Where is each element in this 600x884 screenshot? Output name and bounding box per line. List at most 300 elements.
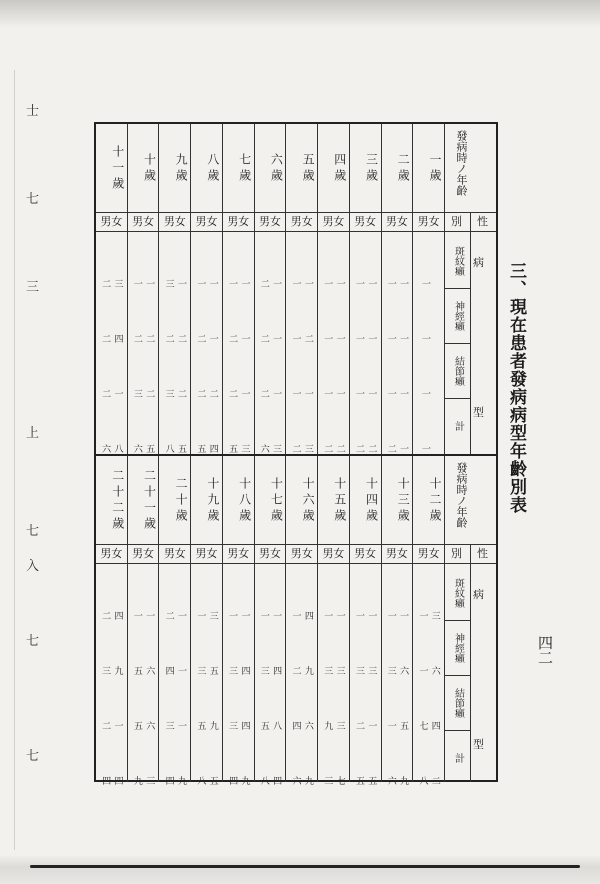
count-cell — [159, 344, 190, 398]
male-count: 三 — [353, 666, 364, 675]
count-cell — [382, 731, 413, 785]
age-column — [413, 456, 445, 785]
header-sex-char: 別 — [451, 547, 462, 560]
type-heading-char: 型 — [473, 406, 484, 419]
type-label: 神經癩 — [452, 633, 464, 663]
age-label: 八歲 — [205, 153, 220, 185]
count-cell — [413, 621, 444, 675]
female-count: 二 — [175, 334, 186, 343]
male-count: 九 — [322, 721, 333, 730]
age-label: 十三歲 — [396, 477, 411, 525]
type-label: 計 — [452, 421, 464, 431]
male-count: 一 — [419, 334, 430, 343]
male-count: 二 — [227, 334, 238, 343]
count-cell — [382, 399, 413, 453]
female-count: 四 — [207, 444, 218, 453]
age-label: 十四歲 — [364, 477, 379, 525]
sex-label: 男女 — [318, 212, 349, 232]
male-count: 七 — [417, 721, 428, 730]
female-count: 一 — [334, 279, 345, 288]
female-count: 八 — [112, 444, 123, 453]
age-column — [318, 124, 350, 454]
male-count: 六 — [100, 444, 111, 453]
male-count: 一 — [385, 334, 396, 343]
male-count: 一 — [417, 666, 428, 675]
female-count: 三 — [271, 444, 282, 453]
binding-rule — [14, 70, 15, 850]
count-cell — [350, 234, 381, 288]
count-cell — [413, 731, 444, 785]
count-cell — [96, 621, 127, 675]
female-count: 四 — [271, 666, 282, 675]
male-count: 一 — [322, 389, 333, 398]
margin-mark: 七 — [26, 749, 40, 764]
male-count: 八 — [258, 776, 269, 785]
count-cell — [191, 344, 222, 398]
margin-mark: 入 — [26, 559, 40, 574]
female-count: 四 — [271, 776, 282, 785]
female-count: 一 — [302, 279, 313, 288]
female-count: 一 — [398, 611, 409, 620]
count-cell — [223, 731, 254, 785]
count-cell — [413, 289, 444, 343]
female-count: 四 — [112, 776, 123, 785]
male-count: 四 — [227, 776, 238, 785]
count-cell — [128, 731, 159, 785]
male-count: 六 — [385, 776, 396, 785]
female-count: 一 — [302, 389, 313, 398]
male-count: 二 — [227, 389, 238, 398]
male-count: 二 — [195, 334, 206, 343]
female-count: 一 — [366, 611, 377, 620]
male-count: 一 — [258, 611, 269, 620]
sex-label: 男女 — [159, 212, 190, 232]
count-cell — [128, 234, 159, 288]
count-cell — [159, 676, 190, 730]
sex-label: 男女 — [96, 212, 127, 232]
count-cell — [318, 289, 349, 343]
age-label: 十二歲 — [427, 477, 442, 525]
male-count: 一 — [385, 389, 396, 398]
age-label: 九歲 — [174, 153, 189, 185]
female-count: 九 — [302, 776, 313, 785]
female-count: 二 — [429, 776, 440, 785]
male-count: 四 — [290, 721, 301, 730]
female-count: 一 — [175, 279, 186, 288]
sex-label: 男女 — [382, 212, 413, 232]
count-cell — [255, 621, 286, 675]
count-cell — [191, 621, 222, 675]
count-cell — [318, 621, 349, 675]
count-cell — [96, 399, 127, 453]
age-label: 一歲 — [427, 153, 442, 185]
male-count: 八 — [163, 444, 174, 453]
count-cell — [286, 566, 317, 620]
female-count: 一 — [271, 389, 282, 398]
count-cell — [255, 566, 286, 620]
header-column — [445, 124, 496, 454]
count-cell — [255, 289, 286, 343]
female-count: 六 — [398, 666, 409, 675]
count-cell — [255, 399, 286, 453]
female-count: 四 — [302, 611, 313, 620]
age-label: 二十一歲 — [142, 469, 157, 533]
female-count: 一 — [112, 389, 123, 398]
male-count: 二 — [385, 444, 396, 453]
count-cell — [128, 676, 159, 730]
count-cell — [318, 676, 349, 730]
count-cell — [191, 289, 222, 343]
female-count: 一 — [175, 611, 186, 620]
count-cell — [382, 676, 413, 730]
age-column — [96, 124, 128, 454]
male-count: 一 — [385, 721, 396, 730]
male-count: 二 — [100, 334, 111, 343]
count-cell — [350, 399, 381, 453]
count-cell — [128, 289, 159, 343]
female-count: 九 — [175, 776, 186, 785]
male-count: 六 — [131, 444, 142, 453]
male-count: 一 — [417, 611, 428, 620]
count-cell — [159, 621, 190, 675]
age-column — [223, 456, 255, 785]
count-cell — [413, 234, 444, 288]
count-cell — [413, 566, 444, 620]
header-sex-char: 別 — [451, 215, 462, 228]
male-count: 一 — [131, 611, 142, 620]
age-column — [223, 124, 255, 454]
female-count: 一 — [398, 444, 409, 453]
age-column — [128, 456, 160, 785]
count-cell — [255, 234, 286, 288]
female-count: 二 — [207, 389, 218, 398]
age-column — [191, 456, 223, 785]
count-cell — [223, 399, 254, 453]
count-cell — [286, 234, 317, 288]
male-count: 二 — [131, 334, 142, 343]
female-count: 一 — [271, 279, 282, 288]
margin-mark: 三 — [26, 280, 40, 295]
count-cell — [318, 234, 349, 288]
female-count: 三 — [302, 444, 313, 453]
count-cell — [255, 344, 286, 398]
sex-label: 男女 — [255, 544, 286, 564]
male-count: 一 — [419, 389, 430, 398]
male-count: 一 — [290, 279, 301, 288]
type-divider — [445, 730, 470, 731]
sex-label: 男女 — [223, 212, 254, 232]
male-count: 三 — [258, 666, 269, 675]
female-count: 九 — [207, 721, 218, 730]
header-age-label: 發病時ノ年齡 — [455, 462, 468, 528]
type-divider — [445, 343, 470, 344]
count-cell — [413, 676, 444, 730]
margin-marks — [26, 100, 50, 764]
age-column — [191, 124, 223, 454]
type-divider — [445, 675, 470, 676]
male-count: 一 — [322, 334, 333, 343]
female-count: 二 — [175, 389, 186, 398]
sex-label: 男女 — [286, 212, 317, 232]
female-count: 一 — [239, 279, 250, 288]
male-count: 三 — [163, 721, 174, 730]
female-count: 一 — [271, 334, 282, 343]
female-count: 一 — [334, 334, 345, 343]
female-count: 一 — [207, 279, 218, 288]
female-count: 一 — [239, 334, 250, 343]
female-count: 一 — [144, 611, 155, 620]
count-cell — [318, 399, 349, 453]
count-cell — [286, 399, 317, 453]
count-cell — [128, 344, 159, 398]
male-count: 一 — [419, 444, 430, 453]
female-count: 六 — [302, 721, 313, 730]
male-count: 三 — [322, 666, 333, 675]
male-count: 四 — [163, 776, 174, 785]
count-cell — [128, 566, 159, 620]
female-count: 四 — [112, 611, 123, 620]
count-cell — [191, 676, 222, 730]
count-cell — [191, 234, 222, 288]
sex-label: 男女 — [191, 212, 222, 232]
age-column — [128, 124, 160, 454]
page-number: 四二 — [536, 635, 554, 665]
age-column — [382, 124, 414, 454]
male-count: 三 — [227, 721, 238, 730]
sex-label: 男女 — [159, 544, 190, 564]
count-cell — [413, 399, 444, 453]
female-count: 三 — [334, 721, 345, 730]
female-count: 四 — [112, 334, 123, 343]
sex-label: 男女 — [96, 544, 127, 564]
female-count: 五 — [144, 444, 155, 453]
female-count: 七 — [334, 776, 345, 785]
age-column — [255, 456, 287, 785]
male-count: 三 — [195, 666, 206, 675]
female-count: 三 — [366, 666, 377, 675]
count-cell — [382, 289, 413, 343]
female-count: 六 — [144, 666, 155, 675]
age-label: 十九歲 — [205, 477, 220, 525]
male-count: 一 — [353, 611, 364, 620]
count-cell — [255, 731, 286, 785]
age-type-table — [94, 122, 498, 785]
age-label: 二十二歲 — [110, 469, 125, 533]
male-count: 五 — [195, 444, 206, 453]
type-heading-char: 型 — [473, 738, 484, 751]
female-count: 一 — [366, 279, 377, 288]
male-count: 五 — [353, 776, 364, 785]
male-count: 二 — [100, 721, 111, 730]
count-cell — [350, 731, 381, 785]
sex-label: 男女 — [350, 212, 381, 232]
female-count: 一 — [366, 389, 377, 398]
sex-label: 男女 — [382, 544, 413, 564]
age-column — [382, 456, 414, 785]
male-count: 四 — [163, 666, 174, 675]
female-count: 二 — [144, 389, 155, 398]
count-cell — [128, 399, 159, 453]
female-count: 一 — [398, 334, 409, 343]
male-count: 二 — [163, 611, 174, 620]
age-label: 十六歲 — [301, 477, 316, 525]
margin-mark: 上 — [26, 426, 40, 441]
female-count: 四 — [239, 666, 250, 675]
female-count: 六 — [429, 666, 440, 675]
female-count: 一 — [398, 279, 409, 288]
header-sex-char: 性 — [477, 215, 488, 228]
count-cell — [286, 344, 317, 398]
female-count: 一 — [207, 334, 218, 343]
male-count: 二 — [258, 389, 269, 398]
age-label: 十歲 — [142, 153, 157, 185]
male-count: 一 — [131, 279, 142, 288]
page-title: 三、現在患者發病病型年齡別表 — [506, 262, 526, 514]
header-age-label: 發病時ノ年齡 — [455, 130, 468, 196]
count-cell — [191, 731, 222, 785]
male-count: 五 — [227, 444, 238, 453]
sex-label: 男女 — [128, 212, 159, 232]
female-count: 一 — [144, 279, 155, 288]
count-cell — [382, 566, 413, 620]
male-count: 三 — [163, 389, 174, 398]
count-cell — [96, 234, 127, 288]
age-column — [286, 124, 318, 454]
count-cell — [128, 621, 159, 675]
header-sex-char: 性 — [477, 547, 488, 560]
count-cell — [159, 566, 190, 620]
type-divider — [445, 620, 470, 621]
sex-label: 男女 — [286, 544, 317, 564]
female-count: 一 — [271, 611, 282, 620]
male-count: 二 — [100, 279, 111, 288]
male-count: 五 — [258, 721, 269, 730]
age-column — [350, 124, 382, 454]
male-count: 一 — [322, 279, 333, 288]
age-label: 十七歲 — [269, 477, 284, 525]
age-label: 二十歲 — [174, 477, 189, 525]
male-count: 二 — [100, 611, 111, 620]
count-cell — [159, 731, 190, 785]
scan-shadow-bottom — [0, 855, 600, 884]
female-count: 一 — [366, 721, 377, 730]
type-label: 斑紋癩 — [452, 578, 464, 608]
male-count: 一 — [353, 279, 364, 288]
type-heading-char: 病 — [473, 256, 484, 269]
count-cell — [413, 344, 444, 398]
age-label: 十一歲 — [110, 145, 125, 193]
female-count: 一 — [334, 389, 345, 398]
female-count: 三 — [207, 611, 218, 620]
male-count: 一 — [419, 279, 430, 288]
sex-label: 男女 — [255, 212, 286, 232]
count-cell — [96, 289, 127, 343]
count-cell — [223, 344, 254, 398]
count-cell — [286, 289, 317, 343]
age-column — [159, 456, 191, 785]
age-label: 十五歲 — [332, 477, 347, 525]
sex-label: 男女 — [191, 544, 222, 564]
sex-label: 男女 — [318, 544, 349, 564]
male-count: 三 — [131, 389, 142, 398]
male-count: 一 — [385, 611, 396, 620]
count-cell — [382, 344, 413, 398]
count-cell — [382, 234, 413, 288]
count-cell — [223, 621, 254, 675]
count-cell — [159, 234, 190, 288]
male-count: 五 — [195, 721, 206, 730]
count-cell — [286, 731, 317, 785]
male-count: 八 — [195, 776, 206, 785]
margin-mark: 七 — [26, 634, 40, 649]
margin-mark: 士 — [26, 104, 40, 119]
male-count: 八 — [417, 776, 428, 785]
female-count: 六 — [144, 721, 155, 730]
count-cell — [382, 621, 413, 675]
male-count: 一 — [353, 334, 364, 343]
count-cell — [350, 621, 381, 675]
female-count: 三 — [239, 444, 250, 453]
male-count: 一 — [195, 279, 206, 288]
age-label: 五歲 — [301, 153, 316, 185]
type-label: 結節癩 — [452, 688, 464, 718]
male-count: 三 — [163, 279, 174, 288]
female-count: 四 — [429, 721, 440, 730]
age-column — [318, 456, 350, 785]
female-count: 一 — [175, 721, 186, 730]
type-label: 神經癩 — [452, 301, 464, 331]
age-label: 十八歲 — [237, 477, 252, 525]
count-cell — [286, 676, 317, 730]
female-count: 一 — [239, 389, 250, 398]
female-count: 五 — [207, 666, 218, 675]
male-count: 一 — [195, 611, 206, 620]
male-count: 一 — [290, 389, 301, 398]
female-count: 四 — [239, 721, 250, 730]
type-label: 斑紋癩 — [452, 246, 464, 276]
type-divider — [445, 288, 470, 289]
male-count: 二 — [353, 721, 364, 730]
female-count: 二 — [366, 444, 377, 453]
count-cell — [350, 676, 381, 730]
female-count: 九 — [302, 666, 313, 675]
count-cell — [318, 344, 349, 398]
count-cell — [318, 731, 349, 785]
count-cell — [96, 566, 127, 620]
male-count: 一 — [227, 279, 238, 288]
female-count: 一 — [366, 334, 377, 343]
male-count: 一 — [290, 334, 301, 343]
male-count: 三 — [385, 666, 396, 675]
male-count: 一 — [353, 389, 364, 398]
male-count: 六 — [258, 444, 269, 453]
female-count: 三 — [334, 666, 345, 675]
type-divider — [445, 398, 470, 399]
count-cell — [191, 566, 222, 620]
age-column — [413, 124, 445, 454]
female-count: 八 — [271, 721, 282, 730]
male-count: 二 — [195, 389, 206, 398]
male-count: 五 — [131, 666, 142, 675]
female-count: 九 — [239, 776, 250, 785]
count-cell — [255, 676, 286, 730]
male-count: 五 — [131, 721, 142, 730]
male-count: 一 — [227, 611, 238, 620]
count-cell — [350, 566, 381, 620]
count-cell — [191, 399, 222, 453]
count-cell — [96, 731, 127, 785]
count-cell — [350, 344, 381, 398]
